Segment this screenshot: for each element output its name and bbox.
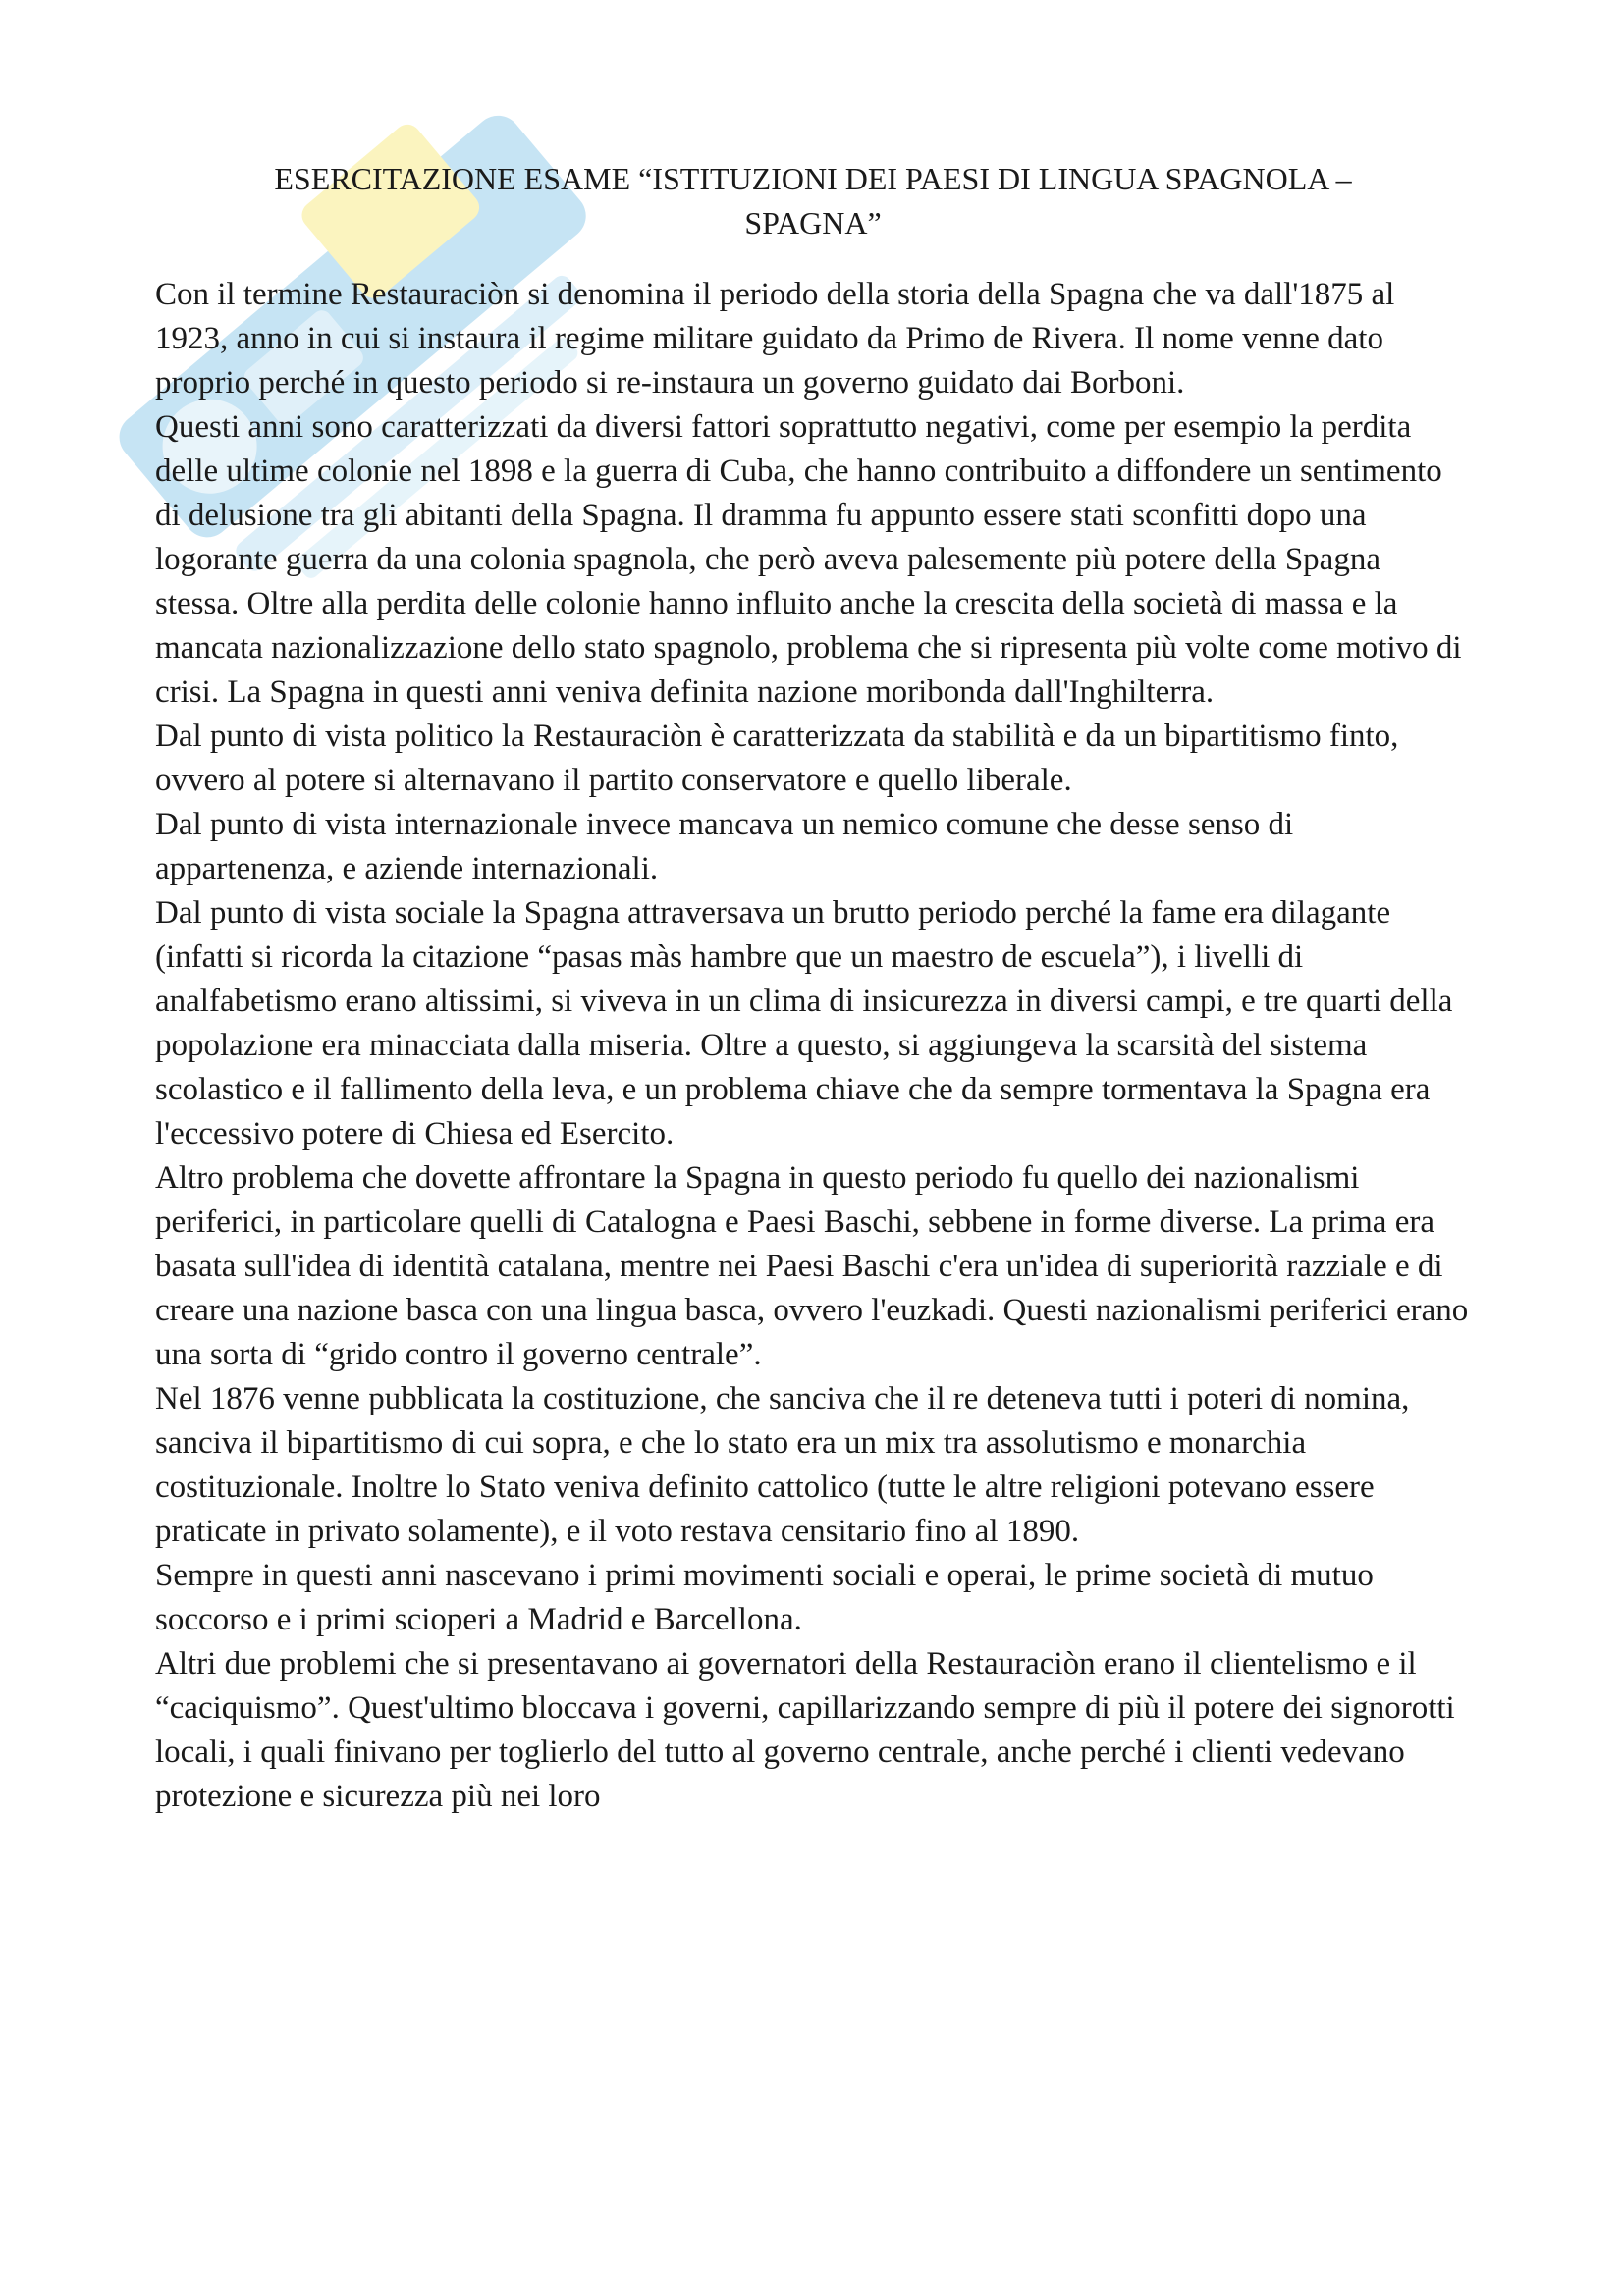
paragraph: Dal punto di vista internazionale invece mancava un nemico comune che desse senso di appartenenza, e aziende internazionali. — [155, 807, 1294, 886]
paragraph: Nel 1876 venne pubblicata la costituzione, che sanciva che il re deteneva tutti i poteri di nomina, sanciva il bipartitismo di cui sopra, e che lo stato era un mix tra assolutismo e monarchia costituzionale. Inoltre lo Stato veniva definito cattolico (tutte le altre religioni potevano essere praticate in privato solamente), e il voto restava censitario fino al 1890. — [155, 1381, 1410, 1549]
paragraph: Sempre in questi anni nascevano i primi movimenti sociali e operai, le prime società di mutuo soccorso e i primi scioperi a Madrid e Barcellona. — [155, 1558, 1374, 1637]
document-title — [155, 157, 1471, 245]
document-title-line-2: SPAGNA” — [744, 205, 882, 240]
document-title-line-1: ESERCITAZIONE ESAME “ISTITUZIONI DEI PAESI DI LINGUA SPAGNOLA – — [274, 161, 1352, 196]
document-page — [155, 157, 1471, 1819]
document-body — [155, 273, 1471, 1819]
paragraph: Altri due problemi che si presentavano ai governatori della Restauraciòn erano il clientelismo e il “caciquismo”. Quest'ultimo bloccava i governi, capillarizzando sempre di più il potere dei signorotti locali, i quali finivano per toglierlo del tutto al governo centrale, anche perché i clienti vedevano protezione e sicurezza più nei loro — [155, 1646, 1455, 1814]
paragraph: Dal punto di vista sociale la Spagna attraversava un brutto periodo perché la fame era dilagante (infatti si ricorda la citazione “pasas màs hambre que un maestro de escuela”), i livelli di analfabetismo erano altissimi, si viveva in un clima di insicurezza in diversi campi, e tre quarti della popolazione era minacciata dalla miseria. Oltre a questo, si aggiungeva la scarsità del sistema scolastico e il fallimento della leva, e un problema chiave che da sempre tormentava la Spagna era l'eccessivo potere di Chiesa ed Esercito. — [155, 895, 1453, 1151]
paragraph: Dal punto di vista politico la Restauraciòn è caratterizzata da stabilità e da un bipartitismo finto, ovvero al potere si alternavano il partito conservatore e quello liberale. — [155, 719, 1399, 798]
paragraph: Con il termine Restauraciòn si denomina il periodo della storia della Spagna che va dall'1875 al 1923, anno in cui si instaura il regime militare guidato da Primo de Rivera. Il nome venne dato proprio perché in questo periodo si re-instaura un governo guidato dai Borboni. — [155, 277, 1395, 400]
paragraph: Altro problema che dovette affrontare la Spagna in questo periodo fu quello dei nazionalismi periferici, in particolare quelli di Catalogna e Paesi Baschi, sebbene in forme diverse. La prima era basata sull'idea di identità catalana, mentre nei Paesi Baschi c'era un'idea di superiorità razziale e di creare una nazione basca con una lingua basca, ovvero l'euzkadi. Questi nazionalismi periferici erano una sorta di “grido contro il governo centrale”. — [155, 1160, 1469, 1372]
paragraph: Questi anni sono caratterizzati da diversi fattori soprattutto negativi, come per esempio la perdita delle ultime colonie nel 1898 e la guerra di Cuba, che hanno contribuito a diffondere un sentimento di delusione tra gli abitanti della Spagna. Il dramma fu appunto essere stati sconfitti dopo una logorante guerra da una colonia spagnola, che però aveva palesemente più potere della Spagna stessa. Oltre alla perdita delle colonie hanno influito anche la crescita della società di massa e la mancata nazionalizzazione dello stato spagnolo, problema che si ripresenta più volte come motivo di crisi. La Spagna in questi anni veniva definita nazione moribonda dall'Inghilterra. — [155, 409, 1462, 710]
